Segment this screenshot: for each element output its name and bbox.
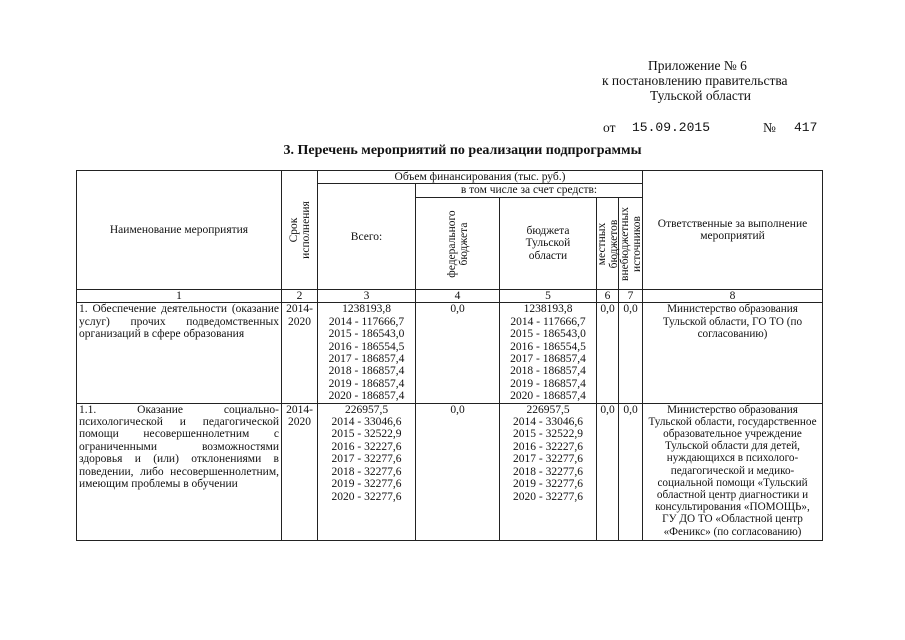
measure-extra: 0,0	[619, 303, 643, 403]
measure-local: 0,0	[597, 303, 619, 403]
table-row	[77, 403, 823, 540]
col-number: 8	[643, 290, 823, 303]
measure-total: 1238193,8 2014 - 117666,7 2015 - 186543,0 2016 - 186554,5 2017 - 186857,4 2018 - 186857,4 2019 - 186857,4 2020 - 186857,4	[318, 303, 416, 403]
appendix-number: Приложение № 6	[648, 58, 747, 73]
head-regional: бюджета Тульской области	[500, 198, 597, 290]
date-prefix: от	[603, 120, 616, 135]
measure-name: 1. Обеспечение деятельности (оказание услуг) прочих подведомственных организаций в сфере образования	[77, 303, 282, 403]
measures-table	[76, 170, 823, 541]
head-including: в том числе за счет средств:	[416, 184, 643, 198]
measure-name: 1.1. Оказание социально-психологической и педагогической помощи несовершеннолетним с ограниченными возможностями здоровья и (или) отклонениями в поведении, либо несовершеннолетним, имеющим проблемы в обучении	[77, 403, 282, 540]
measure-responsible: Министерство образования Тульской области, государственное образовательное учреждение Тульской области для детей, нуждающихся в психолого-педагогической и медико-социальной помощи «Тульский областной центр диагностики и консультирования «ПОМОЩЬ», ГУ ДО ТО «Областной центр «Феникс» (по согласованию)	[643, 403, 823, 540]
col-number: 6	[597, 290, 619, 303]
measure-federal: 0,0	[416, 403, 500, 540]
col-number: 7	[619, 290, 643, 303]
head-federal: федерального бюджета	[416, 198, 500, 290]
col-number: 1	[77, 290, 282, 303]
head-funding: Объем финансирования (тыс. руб.)	[318, 171, 643, 184]
document-date: 15.09.2015	[632, 120, 711, 135]
col-number: 4	[416, 290, 500, 303]
appendix-region: Тульской области	[650, 88, 751, 103]
measure-term: 2014-2020	[282, 303, 318, 403]
measure-federal: 0,0	[416, 303, 500, 403]
head-local: местных бюджетов	[597, 198, 619, 290]
measure-total: 226957,5 2014 - 33046,6 2015 - 32522,9 2016 - 32227,6 2017 - 32277,6 2018 - 32277,6 2019 - 32277,6 2020 - 32277,6	[318, 403, 416, 540]
header-row-1	[77, 171, 823, 184]
number-prefix: №	[763, 120, 776, 135]
measure-term: 2014-2020	[282, 403, 318, 540]
col-number: 3	[318, 290, 416, 303]
head-extra: внебюджетных источников	[619, 198, 643, 290]
col-number: 2	[282, 290, 318, 303]
measure-local: 0,0	[597, 403, 619, 540]
table-row	[77, 303, 823, 403]
appendix-resolution: к постановлению правительства	[602, 73, 788, 88]
col-number: 5	[500, 290, 597, 303]
column-number-row	[77, 290, 823, 303]
measure-regional: 1238193,8 2014 - 117666,7 2015 - 186543,0 2016 - 186554,5 2017 - 186857,4 2018 - 186857,4 2019 - 186857,4 2020 - 186857,4	[500, 303, 597, 403]
appendix-header	[560, 58, 870, 103]
document-number: 417	[794, 120, 818, 135]
head-term: Срок исполнения	[282, 171, 318, 290]
head-total: Всего:	[318, 184, 416, 290]
head-name: Наименование мероприятия	[77, 171, 282, 290]
measure-regional: 226957,5 2014 - 33046,6 2015 - 32522,9 2016 - 32227,6 2017 - 32277,6 2018 - 32277,6 2019 - 32277,6 2020 - 32277,6	[500, 403, 597, 540]
measure-responsible: Министерство образования Тульской области, ГО ТО (по согласованию)	[643, 303, 823, 403]
page-title: 3. Перечень мероприятий по реализации подпрограммы	[283, 143, 642, 158]
measure-extra: 0,0	[619, 403, 643, 540]
head-responsible: Ответственные за выполнение мероприятий	[643, 171, 823, 290]
